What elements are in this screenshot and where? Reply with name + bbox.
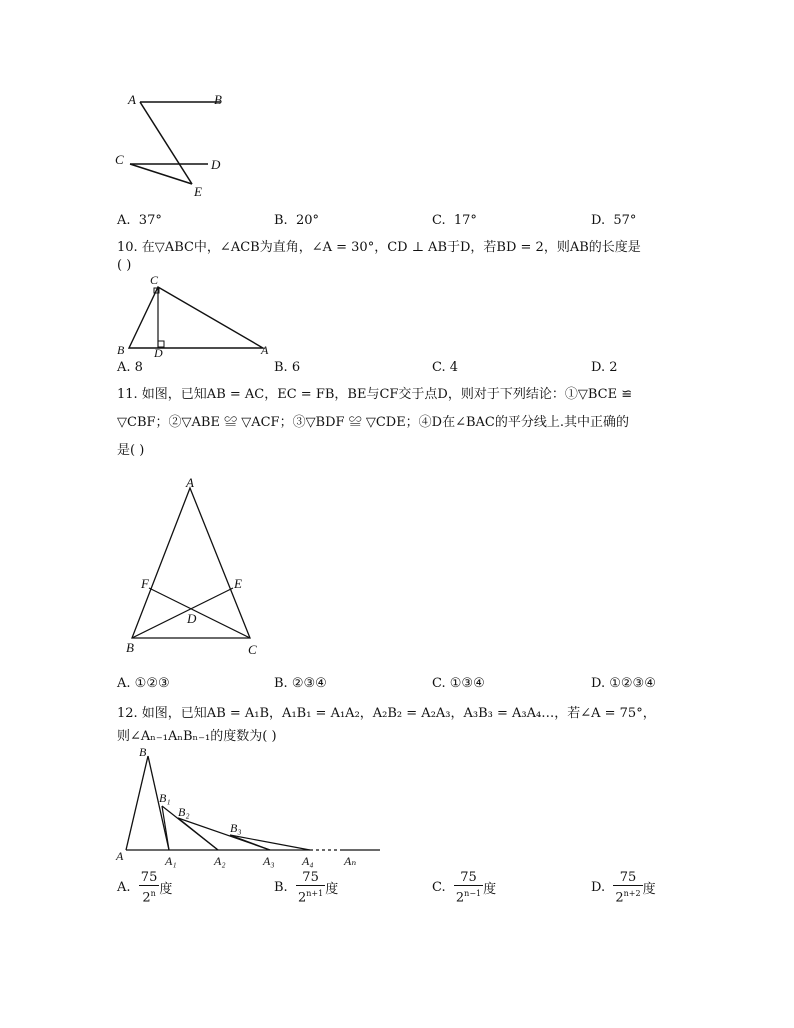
figure-q10 [112, 272, 278, 358]
q9-option-c[interactable]: C. 17° [432, 213, 477, 228]
label-f: F [141, 576, 149, 591]
fraction: $\frac{75}{2^{n+2}}$ [615, 870, 641, 906]
label-c: C [115, 152, 124, 167]
fraction: $\frac{75}{2^{n+1}}$ [297, 870, 324, 906]
label-b3: B₃ [230, 821, 242, 835]
q9-option-a[interactable]: A. 37° [117, 213, 162, 228]
label-a1: A₁ [165, 854, 177, 868]
label-d: D [154, 346, 163, 360]
q11-stem-line3: 是( ) [117, 443, 145, 458]
label-a: A [261, 343, 269, 357]
label-a: A [128, 92, 136, 107]
q12-stem-line2: 则∠Aₙ₋₁AₙBₙ₋₁的度数为( ) [117, 729, 277, 744]
q12-option-c[interactable]: C. $\frac{75}{2^{n-1}}$ 度 [432, 870, 497, 906]
label-a: A [186, 475, 194, 490]
label-d: D [211, 157, 221, 172]
q11-stem-line1: 11. 如图，已知AB = AC，EC = FB，BE与CF交于点D，则对于下列结论：①▽BCE ≌ [117, 387, 633, 402]
q12-stem-line1: 12. 如图，已知AB = A₁B，A₁B₁ = A₁A₂，A₂B₂ = A₂A₃，A₃B₃ = A₃A₄…，若∠A = 75°， [117, 706, 656, 721]
q11-option-a[interactable]: A. ①②③ [117, 676, 170, 691]
fraction: $\frac{75}{2^{n-1}}$ [455, 870, 482, 906]
label-e: E [194, 184, 202, 199]
q12-option-d[interactable]: D. $\frac{75}{2^{n+2}}$ 度 [591, 870, 656, 906]
label-b1: B₁ [159, 791, 171, 805]
figure-q9 [110, 88, 220, 204]
figure-q11 [120, 476, 270, 660]
q10-stem-line1: 10. 在▽ABC中，∠ACB为直角，∠A = 30°，CD ⊥ AB于D，若BD = 2，则AB的长度是 [117, 240, 641, 255]
label-b: B [214, 92, 222, 107]
label-a4: A₄ [302, 854, 314, 868]
label-e: E [234, 576, 242, 591]
q10-stem-line2: ( ) [117, 258, 132, 273]
q9-option-b[interactable]: B. 20° [274, 213, 319, 228]
label-b: B [126, 640, 134, 655]
label-a3: A₃ [263, 854, 275, 868]
label-a2: A₂ [214, 854, 226, 868]
q12-option-b[interactable]: B. $\frac{75}{2^{n+1}}$ 度 [274, 870, 339, 906]
q12-option-a[interactable]: A. $\frac{75}{2^n}$ 度 [117, 870, 173, 906]
label-a: A [116, 849, 124, 863]
label-an: Aₙ [344, 854, 357, 868]
q11-option-c[interactable]: C. ①③④ [432, 676, 485, 691]
label-b: B [139, 745, 147, 759]
label-c: C [248, 642, 257, 657]
q10-option-d[interactable]: D. 2 [591, 360, 618, 375]
label-b2: B₂ [178, 805, 190, 819]
figure-q12 [112, 744, 382, 872]
label-b: B [117, 343, 125, 357]
label-c: C [150, 273, 159, 287]
q11-stem-line2: ▽CBF；②▽ABE ≌ ▽ACF；③▽BDF ≌ ▽CDE；④D在∠BAC的平分线上.其中正确的 [117, 415, 630, 430]
fraction: $\frac{75}{2^n}$ [140, 870, 158, 906]
label-d: D [187, 611, 197, 626]
q9-option-d[interactable]: D. 57° [591, 213, 637, 228]
q11-option-b[interactable]: B. ②③④ [274, 676, 327, 691]
q10-option-b[interactable]: B. 6 [274, 360, 301, 375]
q10-option-a[interactable]: A. 8 [117, 360, 143, 375]
q11-option-d[interactable]: D. ①②③④ [591, 676, 656, 691]
q10-option-c[interactable]: C. 4 [432, 360, 459, 375]
